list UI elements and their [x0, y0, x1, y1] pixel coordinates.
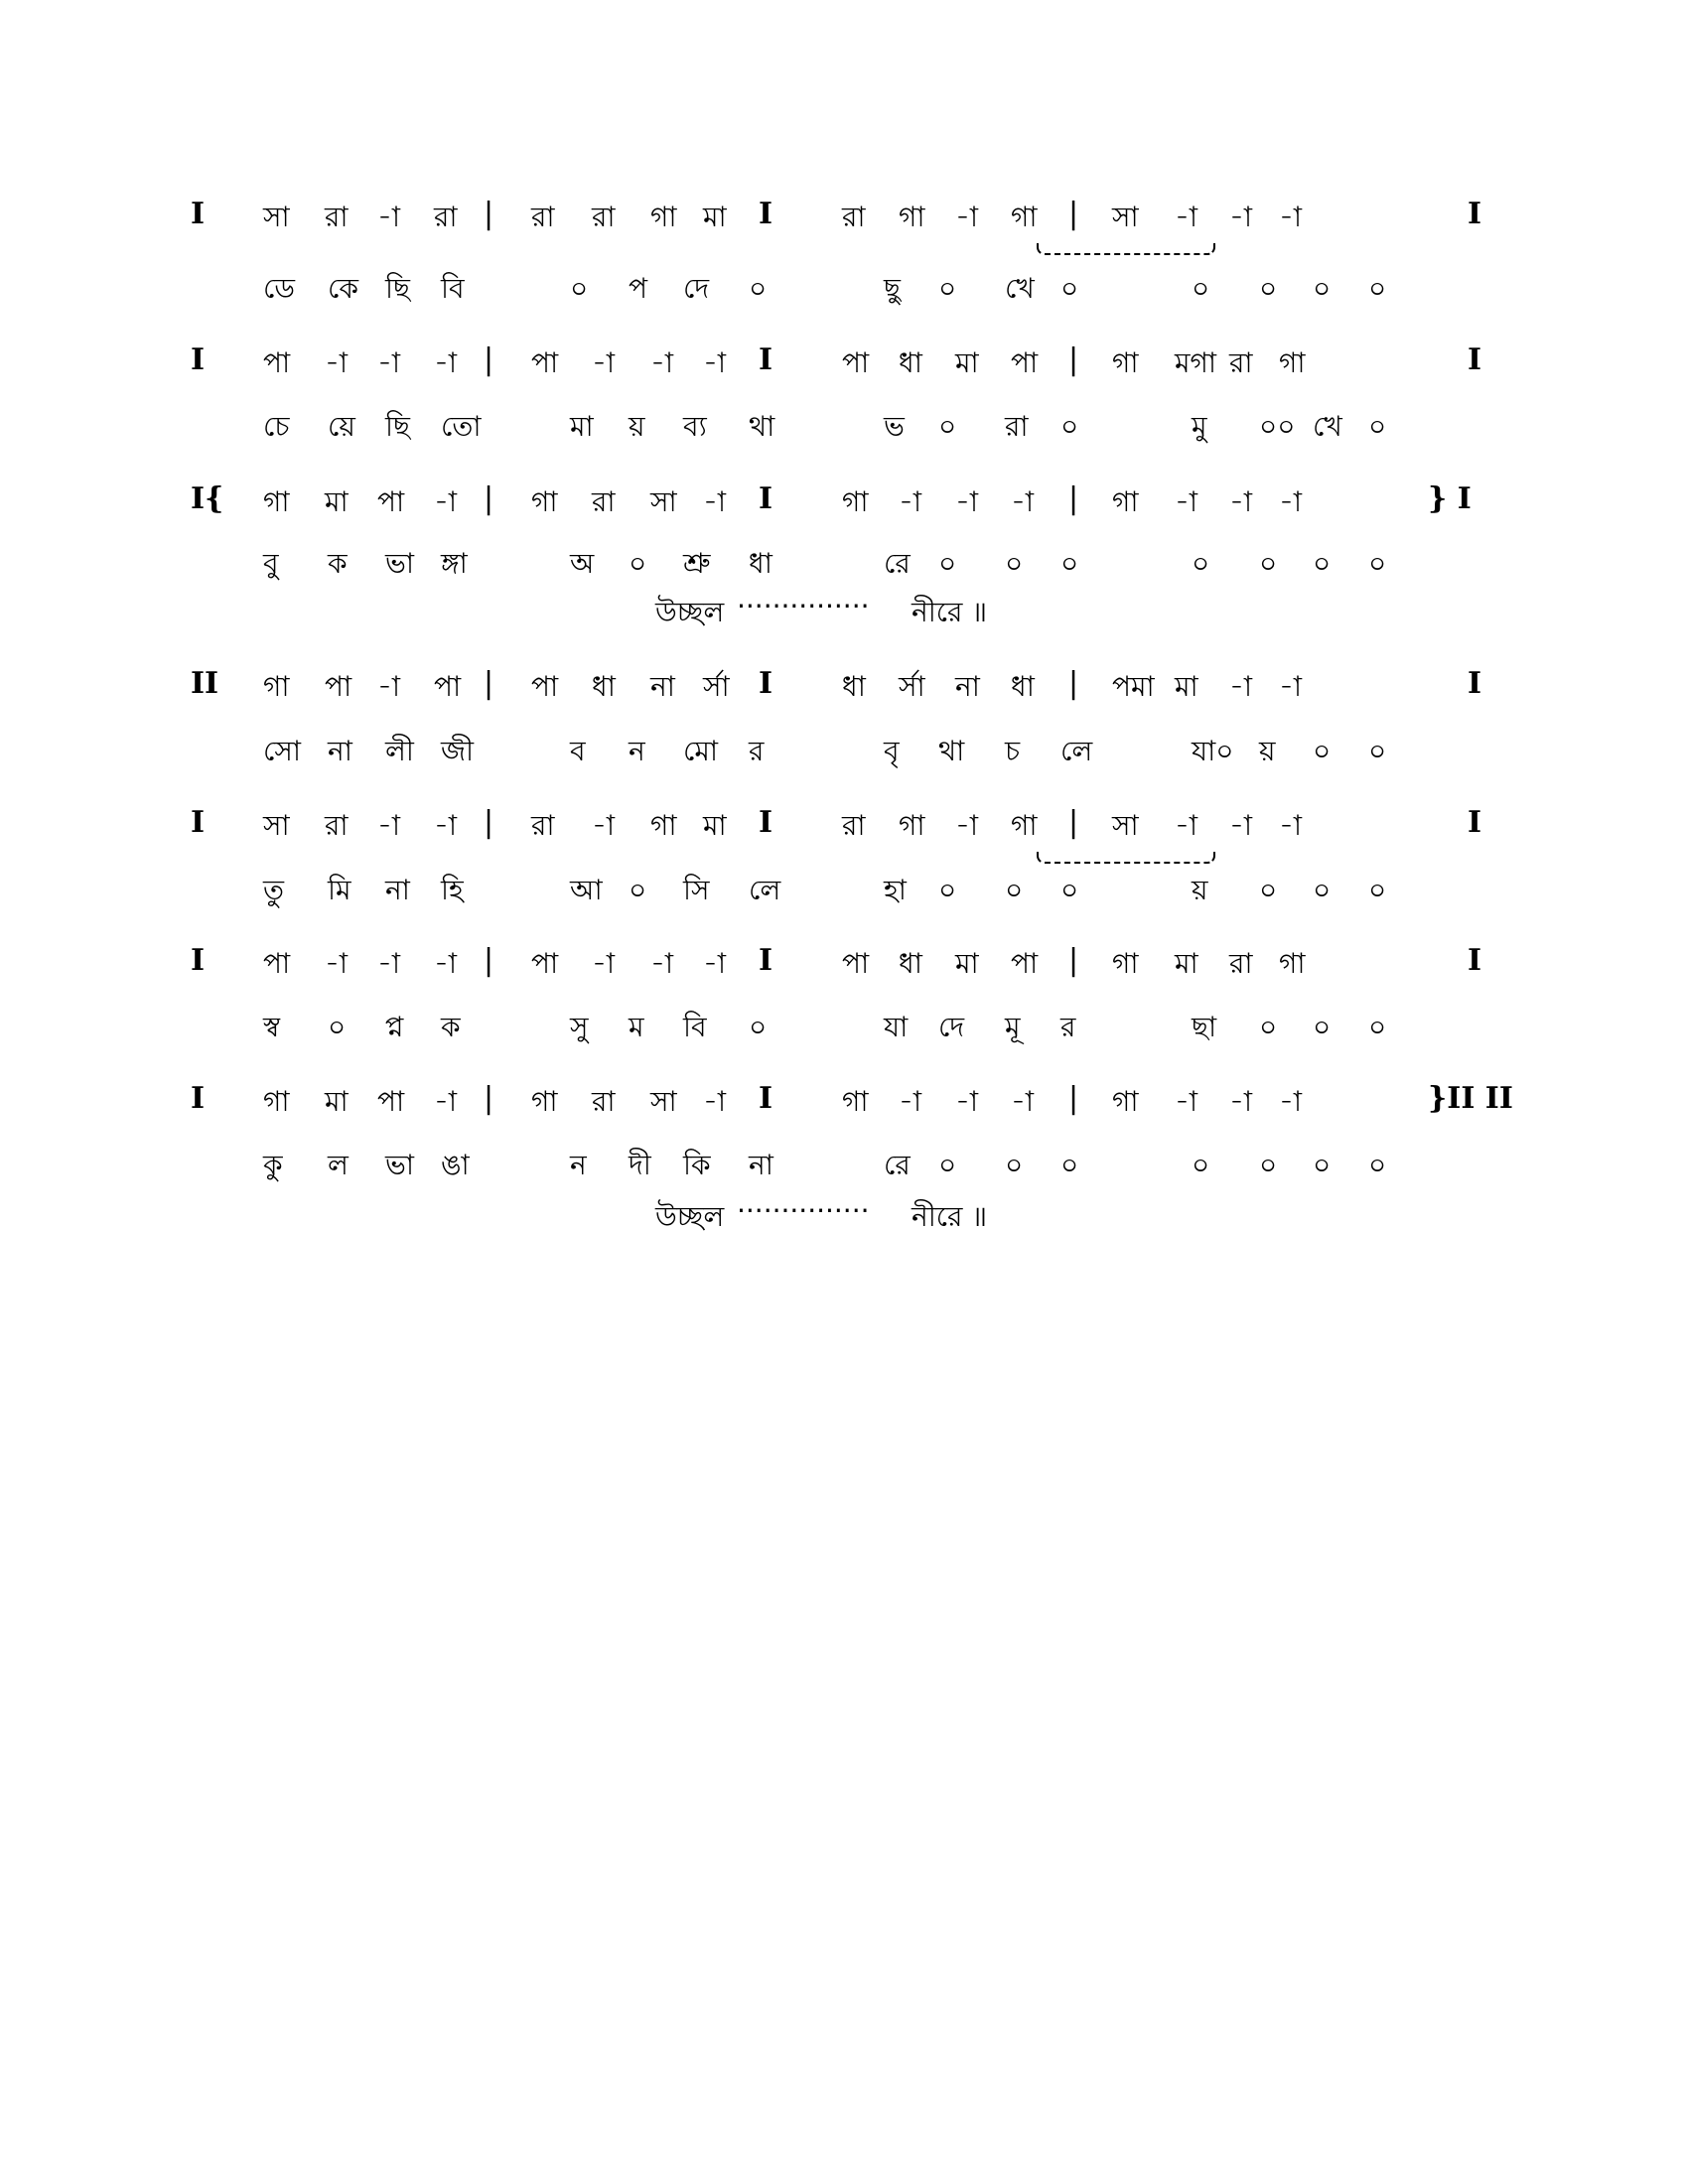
lyric-syllable: য়ে [328, 410, 355, 443]
lyric-syllable: বু [263, 547, 279, 580]
lyric-syllable: আ [570, 874, 603, 906]
swara-note: -া [1279, 670, 1303, 703]
lyric-syllable: দী [629, 1149, 651, 1181]
swara-note: ধা [899, 346, 922, 379]
row-end-bar: I [1468, 805, 1482, 840]
lyric-syllable: ০ [1005, 547, 1024, 580]
swara-note: -া [899, 1085, 922, 1118]
slur-mark [1037, 243, 1215, 255]
swara-note: গা [1112, 947, 1139, 980]
lyric-syllable: প [629, 272, 648, 305]
row-start-bar: I [191, 1081, 206, 1116]
lyric-syllable: চে [263, 410, 290, 443]
measure-separator: I [759, 342, 774, 377]
row-end-bar: I [1468, 197, 1482, 231]
swara-note: পা [531, 346, 559, 379]
swara-note: -া [955, 201, 979, 233]
swara-note: -া [1229, 485, 1253, 518]
lyric-syllable: ০ [938, 272, 957, 305]
lyric-syllable: সো [263, 735, 301, 767]
swara-note: -া [1279, 485, 1303, 518]
row-start-bar: I [191, 342, 206, 377]
lyric-syllable: শ্রু [683, 547, 711, 580]
lyric-syllable: থা [938, 735, 965, 767]
lyric-syllable: ০ [1259, 874, 1278, 906]
lyric-syllable: ০ [1192, 272, 1210, 305]
swara-note: পা [325, 670, 352, 703]
lyric-syllable: বি [683, 1011, 707, 1043]
measure-separator: I [759, 943, 774, 978]
swara-note: মা [955, 346, 979, 379]
swara-note: -া [1229, 201, 1253, 233]
swara-note: রা [842, 809, 866, 842]
swara-note: মা [703, 201, 727, 233]
lyric-syllable: অ [570, 547, 595, 580]
swara-note: র্সা [899, 670, 925, 703]
lyric-syllable: সি [683, 874, 710, 906]
lyric-syllable: ০ [1060, 272, 1079, 305]
swara-note: রা [325, 809, 349, 842]
lyric-syllable: ন [629, 735, 645, 767]
swara-note: -া [377, 670, 401, 703]
swara-note: না [650, 670, 675, 703]
lyric-syllable: য় [1259, 735, 1276, 767]
swara-note: -া [1011, 485, 1035, 518]
lyric-syllable: ভা [385, 1149, 414, 1181]
measure-separator: I [759, 481, 774, 516]
lyric-syllable: ০ [1060, 874, 1079, 906]
lyric-syllable: ০ [1192, 547, 1210, 580]
swara-note: পা [377, 485, 405, 518]
lyric-syllable: র [1060, 1011, 1076, 1043]
lyric-syllable: ছা [1192, 1011, 1217, 1043]
measure-separator: | [1068, 197, 1079, 231]
swara-note: গা [263, 670, 290, 703]
row-start-bar: II [191, 666, 219, 701]
swara-note: রা [531, 201, 555, 233]
swara-note: -া [325, 346, 349, 379]
swara-note: গা [531, 1085, 558, 1118]
lyric-syllable: ভ [884, 410, 905, 443]
lyric-syllable: কি [683, 1149, 711, 1181]
swara-note: গা [263, 485, 290, 518]
swara-note: গা [1011, 201, 1038, 233]
lyric-syllable: ০ [570, 272, 589, 305]
lyric-syllable: ০ [1313, 735, 1332, 767]
lyric-syllable: ০ [749, 272, 768, 305]
lyric-syllable: ০ [749, 1011, 768, 1043]
row-start-bar: I [191, 805, 206, 840]
swara-note: রা [842, 201, 866, 233]
swara-note: -া [650, 346, 674, 379]
measure-separator: | [484, 805, 494, 840]
swara-note: -া [1229, 670, 1253, 703]
measure-separator: I [759, 1081, 774, 1116]
measure-separator: I [759, 197, 774, 231]
swara-note: -া [955, 485, 979, 518]
lyric-syllable: বৃ [884, 735, 900, 767]
swara-note: গা [263, 1085, 290, 1118]
swara-note: ধা [842, 670, 866, 703]
lyric-syllable: কু [263, 1149, 283, 1181]
swara-note: মা [955, 947, 979, 980]
refrain-end: নীরে ॥ [912, 1200, 988, 1233]
lyric-syllable: রে [884, 1149, 911, 1181]
row-end-bar: } I [1428, 481, 1472, 516]
swara-note: সা [1112, 809, 1139, 842]
swara-note: রা [1229, 346, 1253, 379]
swara-note: গা [842, 485, 869, 518]
lyric-syllable: ০ [938, 410, 957, 443]
swara-note: -া [434, 346, 458, 379]
row-start-bar: I [191, 197, 206, 231]
lyric-syllable: ০ [1368, 874, 1387, 906]
refrain-dots: ··············· [737, 590, 870, 622]
swara-note: সা [650, 1085, 677, 1118]
lyric-syllable: স্ব [263, 1011, 281, 1043]
swara-note: -া [434, 947, 458, 980]
swara-note: -া [899, 485, 922, 518]
swara-note: -া [703, 1085, 727, 1118]
swara-note: গা [899, 201, 925, 233]
swara-note: মা [325, 485, 349, 518]
lyric-syllable: মো [683, 735, 719, 767]
swara-note: গা [1279, 346, 1306, 379]
lyric-syllable: ০ [1005, 874, 1024, 906]
slur-mark [1037, 852, 1215, 864]
lyric-syllable: না [328, 735, 352, 767]
lyric-syllable: ০ [1259, 1011, 1278, 1043]
measure-separator: | [484, 666, 494, 701]
swara-note: গা [1112, 1085, 1139, 1118]
measure-separator: | [1068, 481, 1079, 516]
swara-note: -া [1175, 485, 1198, 518]
swara-note: -া [434, 1085, 458, 1118]
lyric-syllable: লী [385, 735, 414, 767]
lyric-syllable: ০ [938, 1149, 957, 1181]
measure-separator: | [1068, 1081, 1079, 1116]
lyric-syllable: না [749, 1149, 774, 1181]
row-start-bar: I [191, 943, 206, 978]
swara-note: পা [263, 947, 291, 980]
lyric-syllable: লে [1060, 735, 1093, 767]
row-end-bar: I [1468, 666, 1482, 701]
lyric-syllable: খে [1005, 272, 1035, 305]
swara-note: সা [263, 201, 290, 233]
swara-note: -া [703, 947, 727, 980]
swara-note: র্সা [703, 670, 730, 703]
swara-note: ধা [592, 670, 616, 703]
lyric-syllable: ০ [1313, 547, 1332, 580]
swara-note: ধা [899, 947, 922, 980]
refrain-dots: ··············· [737, 1194, 870, 1227]
lyric-syllable: ০ [938, 874, 957, 906]
lyric-syllable: ঙ্গা [441, 547, 468, 580]
lyric-syllable: না [385, 874, 410, 906]
swara-note: মা [1175, 670, 1198, 703]
lyric-syllable: ০ [938, 547, 957, 580]
lyric-syllable: ভা [385, 547, 414, 580]
measure-separator: | [1068, 943, 1079, 978]
lyric-syllable: থা [749, 410, 775, 443]
refrain-end: নীরে ॥ [912, 596, 988, 628]
lyric-syllable: বি [441, 272, 465, 305]
swara-note: পা [434, 670, 462, 703]
swara-note: পা [377, 1085, 405, 1118]
lyric-syllable: ০ [1368, 1149, 1387, 1181]
lyric-syllable: ধা [749, 547, 773, 580]
lyric-syllable: ল [328, 1149, 349, 1181]
swara-note: -া [592, 346, 616, 379]
lyric-syllable: য় [629, 410, 645, 443]
lyric-syllable: ব্য [683, 410, 707, 443]
measure-separator: | [1068, 666, 1079, 701]
swara-note: -া [434, 485, 458, 518]
swara-note: -া [955, 1085, 979, 1118]
swara-note: গা [1112, 485, 1139, 518]
lyric-syllable: ০ [1313, 1149, 1332, 1181]
lyric-syllable: মু [1192, 410, 1207, 443]
swara-note: -া [1175, 809, 1198, 842]
swara-note: -া [955, 809, 979, 842]
lyric-syllable: প্ন [385, 1011, 404, 1043]
lyric-syllable: ০ [1259, 547, 1278, 580]
swara-note: গা [1279, 947, 1306, 980]
swara-note: রা [434, 201, 458, 233]
swara-note: -া [650, 947, 674, 980]
swara-note: সা [1112, 201, 1139, 233]
lyric-syllable: ০ [1259, 272, 1278, 305]
lyric-syllable: র [749, 735, 765, 767]
lyric-syllable: ঙা [441, 1149, 470, 1181]
lyric-syllable: রে [884, 547, 911, 580]
lyric-syllable: ০ [1060, 1149, 1079, 1181]
swara-note: -া [1175, 201, 1198, 233]
lyric-syllable: ০ [1313, 272, 1332, 305]
lyric-syllable: দে [938, 1011, 965, 1043]
lyric-syllable: ০ [1005, 1149, 1024, 1181]
lyric-syllable: য় [1192, 874, 1208, 906]
swara-note: -া [377, 809, 401, 842]
measure-separator: | [484, 481, 494, 516]
swara-note: পা [842, 346, 870, 379]
lyric-syllable: ০০ [1259, 410, 1296, 443]
measure-separator: | [484, 943, 494, 978]
measure-separator: | [484, 342, 494, 377]
swara-note: মা [703, 809, 727, 842]
swara-note: না [955, 670, 980, 703]
swara-note: সা [263, 809, 290, 842]
swara-note: গা [1011, 809, 1038, 842]
swara-note: -া [377, 947, 401, 980]
lyric-syllable: মি [328, 874, 352, 906]
swara-note: -া [1229, 1085, 1253, 1118]
swara-note: পা [842, 947, 870, 980]
lyric-syllable: ০ [1192, 1149, 1210, 1181]
lyric-syllable: সু [570, 1011, 589, 1043]
refrain-start: উচ্ছল [655, 596, 725, 628]
lyric-syllable: ০ [328, 1011, 347, 1043]
swara-note: গা [899, 809, 925, 842]
swara-note: -া [1175, 1085, 1198, 1118]
measure-separator: I [759, 805, 774, 840]
lyric-syllable: লে [749, 874, 781, 906]
lyric-syllable: রা [1005, 410, 1029, 443]
swara-note: গা [650, 201, 677, 233]
swara-note: রা [531, 809, 555, 842]
lyric-syllable: ০ [1060, 410, 1079, 443]
row-start-bar: I{ [191, 481, 224, 516]
measure-separator: | [1068, 805, 1079, 840]
row-end-bar: }II II [1428, 1081, 1513, 1116]
swara-note: পা [1011, 346, 1039, 379]
lyric-syllable: যা [884, 1011, 909, 1043]
lyric-syllable: ছি [385, 410, 410, 443]
lyric-syllable: যা০ [1192, 735, 1234, 767]
lyric-syllable: হি [441, 874, 464, 906]
swara-note: মা [1175, 947, 1198, 980]
swara-note: রা [1229, 947, 1253, 980]
swara-note: পা [531, 670, 559, 703]
swara-note: সা [650, 485, 677, 518]
swara-note: রা [592, 1085, 616, 1118]
lyric-syllable: খে [1313, 410, 1342, 443]
lyric-syllable: ন [570, 1149, 587, 1181]
swara-note: -া [592, 947, 616, 980]
row-end-bar: I [1468, 943, 1482, 978]
lyric-syllable: তো [441, 410, 482, 443]
swara-note: -া [377, 201, 401, 233]
swara-note: গা [531, 485, 558, 518]
swara-note: গা [842, 1085, 869, 1118]
swara-note: -া [1279, 809, 1303, 842]
lyric-syllable: ক [441, 1011, 461, 1043]
swara-note: পা [1011, 947, 1039, 980]
swara-note: -া [592, 809, 616, 842]
swara-note: পা [263, 346, 291, 379]
lyric-syllable: কে [328, 272, 358, 305]
lyric-syllable: ০ [1313, 874, 1332, 906]
lyric-syllable: দে [683, 272, 710, 305]
swara-note: গা [1112, 346, 1139, 379]
swara-note: ধা [1011, 670, 1035, 703]
swara-note: রা [592, 485, 616, 518]
lyric-syllable: মা [570, 410, 594, 443]
swara-note: পমা [1112, 670, 1155, 703]
lyric-syllable: ডে [263, 272, 295, 305]
swara-note: -া [377, 346, 401, 379]
lyric-syllable: ছি [385, 272, 410, 305]
lyric-syllable: জী [441, 735, 475, 767]
swara-note: পা [531, 947, 559, 980]
lyric-syllable: ০ [1259, 1149, 1278, 1181]
refrain-start: উচ্ছল [655, 1200, 725, 1233]
lyric-syllable: ০ [1368, 272, 1387, 305]
swara-note: -া [1279, 1085, 1303, 1118]
lyric-syllable: ০ [1060, 547, 1079, 580]
measure-separator: I [759, 666, 774, 701]
lyric-syllable: তু [263, 874, 285, 906]
lyric-syllable: ম [629, 1011, 644, 1043]
swara-note: -া [434, 809, 458, 842]
lyric-syllable: ০ [1313, 1011, 1332, 1043]
swara-note: গা [650, 809, 677, 842]
swara-note: -া [703, 346, 727, 379]
swara-note: -া [1011, 1085, 1035, 1118]
lyric-syllable: চ [1005, 735, 1021, 767]
measure-separator: | [484, 1081, 494, 1116]
lyric-syllable: ক [328, 547, 348, 580]
measure-separator: | [484, 197, 494, 231]
lyric-syllable: ০ [629, 874, 647, 906]
lyric-syllable: ছু [884, 272, 901, 305]
swara-note: -া [1279, 201, 1303, 233]
lyric-syllable: ব [570, 735, 586, 767]
lyric-syllable: মূ [1005, 1011, 1021, 1043]
swara-note: -া [325, 947, 349, 980]
lyric-syllable: ০ [1368, 1011, 1387, 1043]
swara-note: রা [592, 201, 616, 233]
lyric-syllable: ০ [1368, 735, 1387, 767]
swara-note: রা [325, 201, 349, 233]
row-end-bar: I [1468, 342, 1482, 377]
measure-separator: | [1068, 342, 1079, 377]
swara-note: মগা [1175, 346, 1217, 379]
swara-note: মা [325, 1085, 349, 1118]
lyric-syllable: ০ [629, 547, 647, 580]
swara-note: -া [1229, 809, 1253, 842]
lyric-syllable: ০ [1368, 547, 1387, 580]
swara-note: -া [703, 485, 727, 518]
lyric-syllable: ০ [1368, 410, 1387, 443]
lyric-syllable: হা [884, 874, 907, 906]
